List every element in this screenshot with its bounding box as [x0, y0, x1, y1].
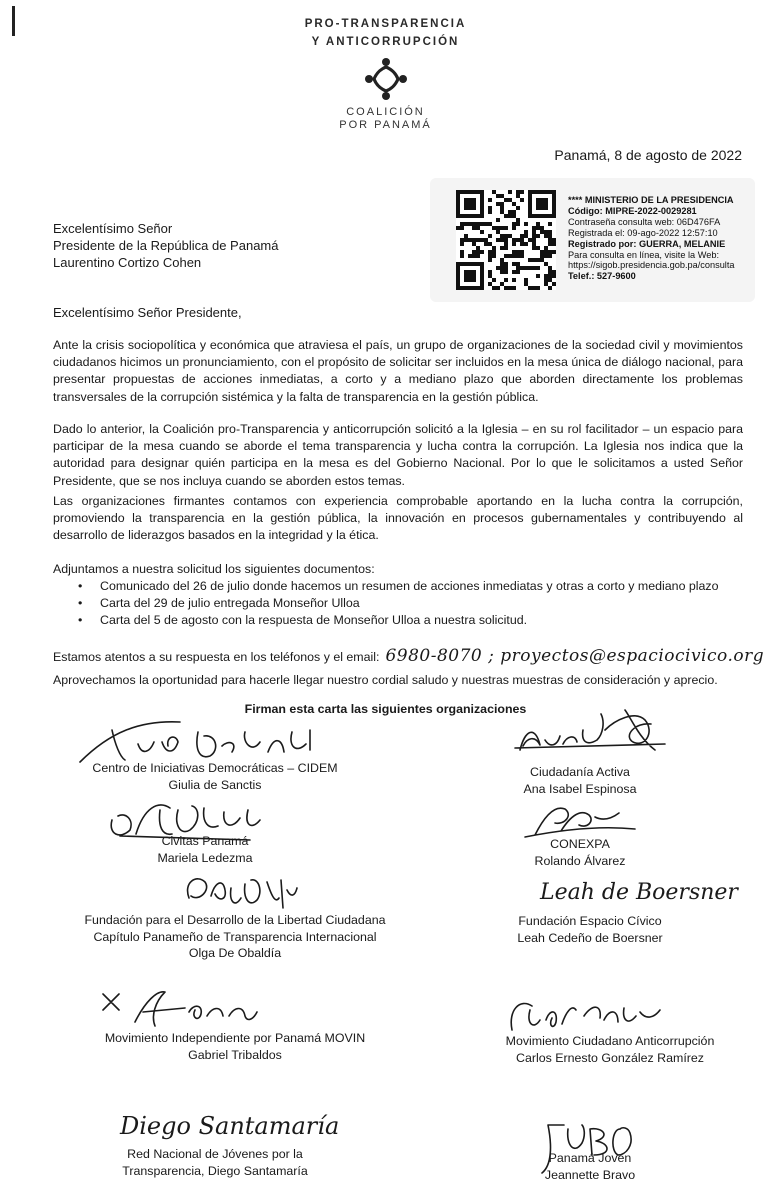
- attachments-intro: Adjuntamos a nuestra solicitud los siguientes documentos:: [53, 562, 375, 576]
- signatory-name: Olga De Obaldía: [188, 946, 282, 961]
- stamp-password: Contraseña consulta web: 06D476FA: [568, 216, 721, 227]
- signatory-org: CONEXPA: [550, 837, 610, 851]
- signatory-ciudadania-activa: [480, 764, 680, 797]
- signature-gabriel: [95, 982, 265, 1032]
- signatory-movin: [70, 1030, 400, 1063]
- closing-line: Aprovechamos la oportunidad para hacerle llegar nuestro cordial saludo y nuestras muestras de consideración y aprecio.: [53, 673, 718, 687]
- signatory-fundacion-libertad: [60, 912, 410, 962]
- stamp-registered-on: Registrada el: 09-ago-2022 12:57:10: [568, 227, 718, 238]
- salutation: Excelentísimo Señor Presidente,: [53, 305, 242, 320]
- signatory-red-jovenes: [95, 1146, 335, 1179]
- signers-heading: Firman esta carta las siguientes organizaciones: [244, 702, 527, 716]
- signatory-org: Civitas Panamá: [161, 834, 249, 848]
- signatory-org: Red Nacional de Jóvenes por la: [127, 1147, 303, 1161]
- recipient-line-1: Excelentísimo Señor: [53, 221, 173, 236]
- stamp-url: https://sigob.presidencia.gob.pa/consulta: [568, 260, 735, 271]
- contact-handwritten: 6980-8070 ; proyectos@espaciocivico.org: [385, 646, 765, 666]
- contact-text: Estamos atentos a su respuesta en los teléfonos y el email:: [53, 650, 380, 664]
- letter-date: Panamá, 8 de agosto de 2022: [554, 147, 742, 163]
- paragraph-1: Ante la crisis sociopolítica y económica que atraviesa el país, un grupo de organizaciones de la sociedad civil y movimientos ciudadanos hicimos un pronunciamiento, con el propósito de solicitar ser incluidos en la mesa única de diálogo nacional, para presentar propuestas de acciones inmediatas, a corto y a mediano plazo que aborden directamente los problemas transversales de la corrupción sistémica y la falta de transparencia en la gestión pública.: [53, 338, 743, 404]
- logo-caption-2: POR PANAMÁ: [339, 119, 432, 131]
- signatory-org: Panamá Joven: [548, 1151, 632, 1165]
- logo-caption-1: COALICIÓN: [346, 106, 425, 118]
- attachments-list: [78, 578, 719, 630]
- signature-ana: [505, 700, 675, 770]
- stamp-code: Código: MIPRE-2022-0029281: [568, 205, 697, 216]
- signatory-org: Fundación Espacio Cívico: [518, 914, 662, 928]
- signatory-name: Mariela Ledezma: [157, 850, 253, 865]
- letterhead-line-2: Y ANTICORRUPCIÓN: [311, 36, 460, 48]
- signature-olga: [175, 868, 305, 918]
- paragraph-3: Las organizaciones firmantes contamos con experiencia comprobable aportando en la lucha contra la corrupción, promoviendo la transparencia en la gestión pública, la innovación en procesos gubernamentales y contribuyendo al desarrollo de liderazgos basados en la integridad y la ética.: [53, 494, 743, 543]
- stamp-phone: Telef.: 527-9600: [568, 271, 636, 282]
- paragraph-2: Dado lo anterior, la Coalición pro-Transparencia y anticorrupción solicitó a la Iglesia – en su rol facilitador – un espacio para participar de la mesa cuando se aborde el tema transparencia y lucha contra la corrupción. La Iglesia nos indica que la autoridad para designar quién participa en la mesa es del Gobierno Nacional. Por lo que le solicitamos a usted Señor Presidente, que se nos incluya cuando se aborden estos temas.: [53, 422, 743, 488]
- recipient-line-2: Presidente de la República de Panamá: [53, 238, 279, 253]
- signatory-cidem: [85, 760, 345, 793]
- signature-diego: Diego Santamaría: [120, 1112, 340, 1140]
- signatory-org: Movimiento Independiente por Panamá MOVIN: [104, 1031, 366, 1045]
- signatory-name: Gabriel Tribaldos: [188, 1047, 282, 1062]
- letterhead-line-1: PRO-TRANSPARENCIA: [304, 18, 467, 30]
- list-item: • Carta del 5 de agosto con la respuesta de Monseñor Ulloa a nuestra solicitud.: [78, 612, 719, 629]
- signatory-conexpa: [480, 836, 680, 869]
- signatory-espacio-civico: [480, 913, 700, 946]
- signatory-anticorrupcion: [470, 1033, 750, 1066]
- signatory-civitas: [105, 833, 305, 866]
- signatory-org: Movimiento Ciudadano Anticorrupción: [505, 1034, 715, 1048]
- stamp-title: **** MINISTERIO DE LA PRESIDENCIA: [568, 195, 734, 205]
- signatory-name: Ana Isabel Espinosa: [523, 781, 637, 796]
- coalition-logo-icon: [363, 56, 409, 102]
- signatory-org-2: Capítulo Panameño de Transparencia Internacional: [93, 929, 377, 944]
- qr-code-icon: [456, 190, 556, 290]
- stamp-registered-by: Registrado por: GUERRA, MELANIE: [568, 238, 726, 249]
- list-item: • Carta del 29 de julio entregada Monseñor Ulloa: [78, 595, 719, 612]
- signatory-name: Leah Cedeño de Boersner: [517, 930, 663, 945]
- signatory-name: Giulia de Sanctis: [168, 777, 262, 792]
- signature-leah: Leah de Boersner: [540, 880, 738, 905]
- signatory-org: Centro de Iniciativas Democráticas – CIDEM: [92, 761, 338, 775]
- signatory-org-2: Transparencia, Diego Santamaría: [122, 1163, 308, 1178]
- stamp-text: [568, 195, 735, 282]
- signatory-org: Fundación para el Desarrollo de la Libertad Ciudadana: [84, 913, 386, 927]
- stamp-online: Para consulta en línea, visite la Web:: [568, 249, 719, 260]
- signatory-org: Ciudadanía Activa: [530, 765, 630, 779]
- recipient-block: [53, 220, 278, 271]
- recipient-line-3: Laurentino Cortizo Cohen: [53, 255, 202, 270]
- signatory-panama-joven: [490, 1150, 690, 1183]
- list-item: • Comunicado del 26 de julio donde hacemos un resumen de acciones inmediatas y otras a corto y mediano plazo: [78, 578, 719, 595]
- signatory-name: Jeannette Bravo: [544, 1167, 636, 1182]
- signatory-name: Carlos Ernesto González Ramírez: [516, 1050, 704, 1065]
- signatory-name: Rolando Álvarez: [534, 853, 626, 868]
- contact-line: [53, 646, 764, 666]
